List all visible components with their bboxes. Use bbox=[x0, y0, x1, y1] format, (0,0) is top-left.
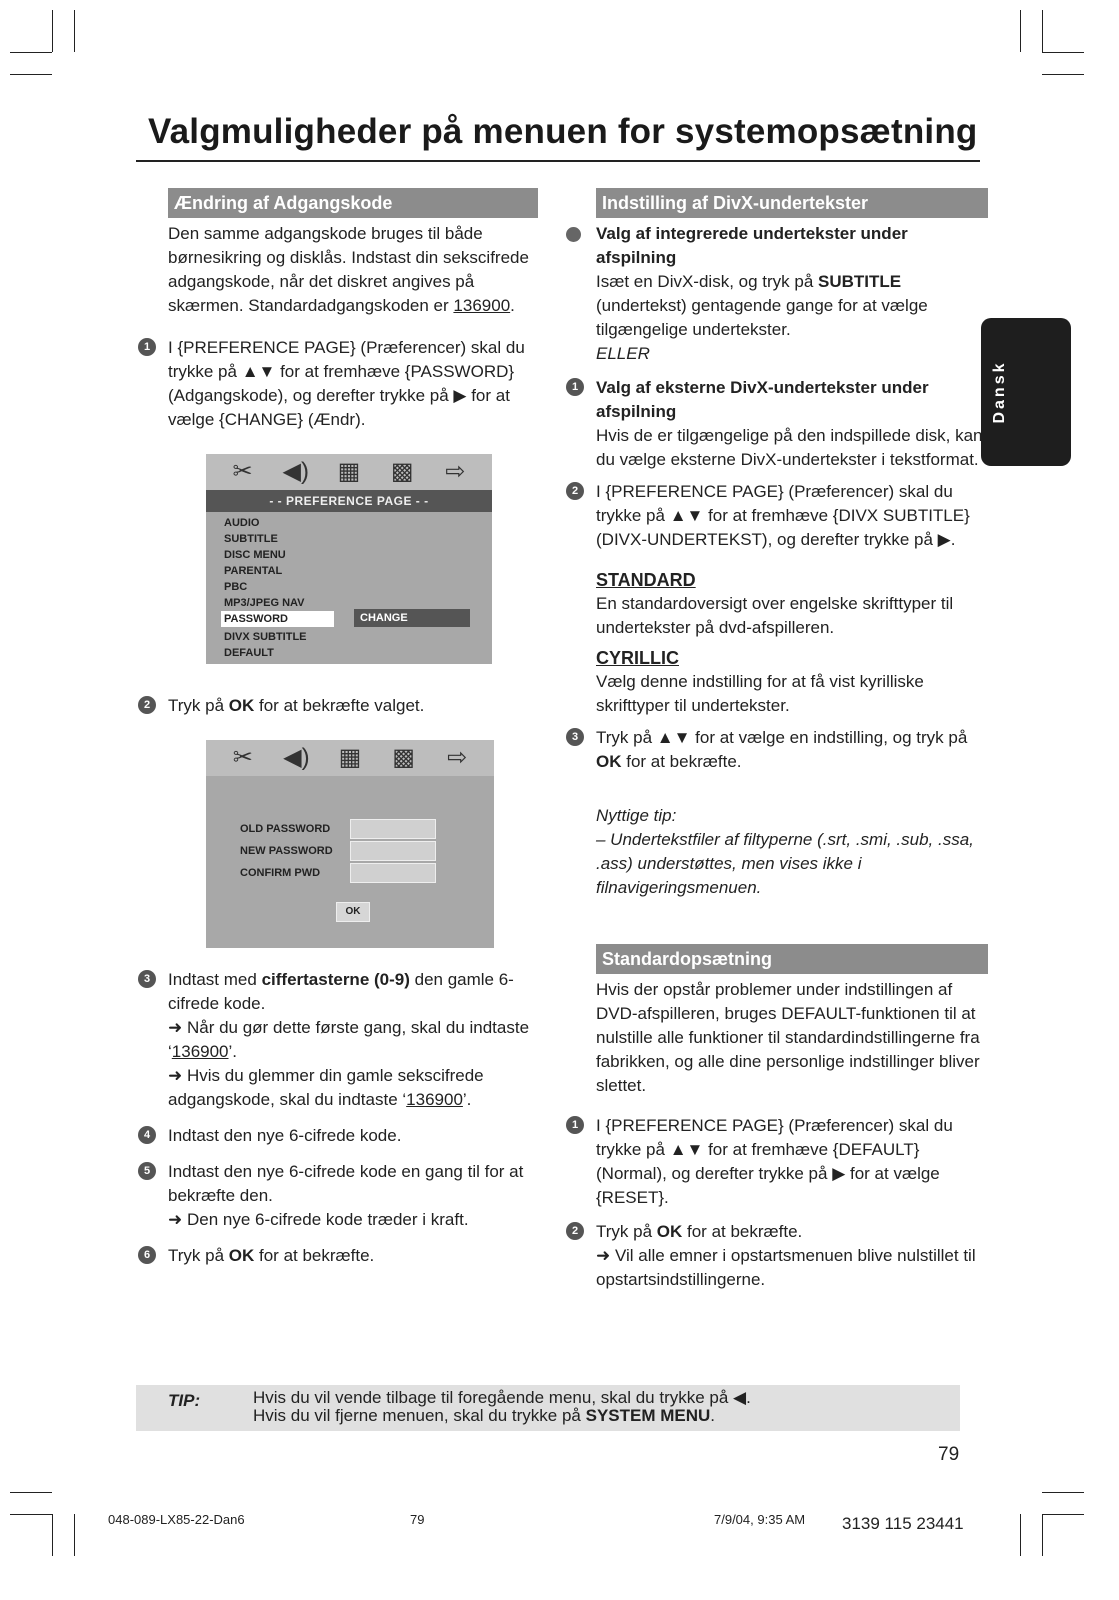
new-password-label: NEW PASSWORD bbox=[240, 845, 333, 857]
option-cyrillic-heading: CYRILLIC bbox=[596, 648, 679, 668]
password-step-5 bbox=[138, 1160, 538, 1232]
preference-menu-list bbox=[206, 512, 492, 661]
default-step-2 bbox=[571, 1220, 988, 1292]
default-code: 136900 bbox=[406, 1090, 463, 1109]
preference-page-screen bbox=[206, 454, 492, 664]
step-heading: Valg af eksterne DivX-undertekster under afspilning bbox=[596, 378, 929, 421]
screen-spacer bbox=[206, 776, 494, 818]
step-number: 3 bbox=[138, 970, 156, 988]
step-text: I {PREFERENCE PAGE} (Præferencer) skal du trykke på ▲▼ for at fremhæve {PASSWORD} (Adgangskode), og derefter trykke på bbox=[168, 338, 525, 405]
crop-mark bbox=[1020, 10, 1021, 52]
step-note: ’. bbox=[462, 1090, 472, 1109]
section-title-password: Ændring af Adgangskode bbox=[168, 188, 538, 218]
footer-part-number: 3139 115 23441 bbox=[842, 1514, 964, 1533]
password-step-3 bbox=[138, 968, 538, 1112]
confirm-password-field[interactable] bbox=[350, 863, 436, 883]
menu-item-parental[interactable]: PARENTAL bbox=[224, 565, 283, 577]
useful-tips bbox=[596, 804, 988, 900]
language-tab-label: Dansk bbox=[991, 360, 1008, 424]
crop-mark bbox=[1042, 52, 1084, 53]
screen-icon-bar bbox=[206, 740, 494, 776]
tools-icon: ✂ bbox=[232, 744, 253, 771]
bullet-icon bbox=[566, 227, 581, 242]
step-number: 1 bbox=[566, 1116, 584, 1134]
useful-tips-heading: Nyttige tip: bbox=[596, 806, 677, 825]
section-title-divx: Indstilling af DivX-undertekster bbox=[596, 188, 988, 218]
password-intro: Den samme adgangskode bruges til både børnesikring og disklås. Indstast din sekscifrede adgangskode, når det diskret angives på skærmen. Standardadgangskoden er 136900. bbox=[168, 224, 529, 315]
step-text: Tryk på ▲▼ for at vælge en indstilling, og tryk på bbox=[596, 728, 968, 747]
step-number: 2 bbox=[566, 482, 584, 500]
crop-mark bbox=[1042, 1514, 1084, 1515]
preference-page-band: - - PREFERENCE PAGE - - bbox=[206, 490, 492, 512]
password-step-2 bbox=[138, 694, 538, 718]
confirm-password-label: CONFIRM PWD bbox=[240, 867, 321, 879]
step-text: Tryk på bbox=[168, 696, 229, 715]
crop-mark bbox=[10, 1492, 52, 1493]
step-text: for at bekræfte valget. bbox=[254, 696, 425, 715]
bullet-text: (undertekst) gentagende gange for at vælge tilgængelige undertekster. bbox=[596, 296, 928, 339]
step-text: for at bekræfte. bbox=[254, 1246, 375, 1265]
speaker-icon: ◀) bbox=[282, 458, 309, 485]
step-text: den gamle 6-cifrede kode. bbox=[168, 970, 514, 1013]
tip-label: TIP: bbox=[168, 1391, 201, 1410]
divx-bullet bbox=[578, 222, 988, 366]
ok-key-label: OK bbox=[228, 1246, 255, 1265]
tip-line-2-text: Hvis du vil fjerne menuen, skal du trykke på bbox=[253, 1406, 586, 1425]
old-password-row bbox=[206, 818, 494, 840]
password-entry-screen bbox=[206, 740, 494, 948]
menu-item-subtitle[interactable]: SUBTITLE bbox=[224, 533, 278, 545]
crop-mark bbox=[1042, 10, 1043, 52]
crop-mark bbox=[74, 1514, 75, 1556]
change-option[interactable]: CHANGE bbox=[354, 609, 470, 627]
subtitle-key-label: SUBTITLE bbox=[818, 272, 902, 291]
exit-icon: ⇨ bbox=[447, 744, 468, 771]
left-column bbox=[138, 188, 538, 1268]
page-number: 79 bbox=[938, 1444, 960, 1465]
crop-mark bbox=[10, 1514, 52, 1515]
exit-icon: ⇨ bbox=[445, 458, 466, 485]
step-text: I {PREFERENCE PAGE} (Præferencer) skal du trykke på ▲▼ for at fremhæve {DEFAULT} (Normal), og derefter trykke på ▶ for at vælge {RESET}. bbox=[596, 1116, 953, 1207]
step-text: I {PREFERENCE PAGE} (Præferencer) skal du trykke på ▲▼ for at fremhæve {DIVX SUBTITLE} (DIVX-UNDERTEKST), og derefter trykke på ▶. bbox=[596, 482, 970, 549]
film-icon: ▦ bbox=[337, 458, 361, 485]
footer-code: 048-089-LX85-22-Dan6 bbox=[108, 1512, 245, 1527]
tip-bar bbox=[136, 1385, 960, 1431]
old-password-label: OLD PASSWORD bbox=[240, 823, 331, 835]
page-title: Valgmuligheder på menuen for systemopsætning bbox=[148, 112, 978, 151]
default-step-1 bbox=[571, 1114, 988, 1210]
film-icon: ▦ bbox=[338, 744, 362, 771]
password-intro-text: Den samme adgangskode bruges til både børnesikring og disklås. Indstast din sekscifrede adgangskode, når det diskret angives på skærmen. Standardadgangskoden er bbox=[168, 224, 529, 315]
tip-line-1: Hvis du vil vende tilbage til foregående menu, skal du trykke på ◀. bbox=[253, 1388, 751, 1407]
ok-button[interactable]: OK bbox=[336, 902, 370, 922]
divx-step-3 bbox=[571, 726, 988, 774]
crop-mark bbox=[52, 10, 53, 52]
option-cyrillic-text: Vælg denne indstilling for at få vist kyrilliske skrifttyper til undertekster. bbox=[596, 672, 924, 715]
step-note: ➜ Når du gør dette første gang, skal du indtaste ‘ bbox=[168, 1018, 530, 1061]
option-standard-heading: STANDARD bbox=[596, 570, 696, 590]
step-number: 4 bbox=[138, 1126, 156, 1144]
new-password-field[interactable] bbox=[350, 841, 436, 861]
crop-mark bbox=[1042, 1514, 1043, 1556]
crop-mark bbox=[1042, 74, 1084, 75]
crop-mark bbox=[10, 74, 52, 75]
crop-mark bbox=[1020, 1514, 1021, 1556]
ok-key-label: OK bbox=[656, 1222, 683, 1241]
tools-icon: ✂ bbox=[232, 458, 253, 485]
screen-icon-bar bbox=[206, 454, 492, 490]
default-code: 136900 bbox=[453, 296, 511, 315]
step-note: ➜ Hvis du glemmer din gamle sekscifrede adgangskode, skal du indtaste ‘ bbox=[168, 1066, 484, 1109]
tip-line-2 bbox=[253, 1407, 751, 1425]
step-text: Tryk på bbox=[596, 1222, 657, 1241]
step-number: 1 bbox=[138, 338, 156, 356]
step-text: Indtast med bbox=[168, 970, 262, 989]
system-menu-key-label: SYSTEM MENU bbox=[585, 1406, 711, 1425]
bullet-text: Isæt en DivX-disk, og tryk på bbox=[596, 272, 819, 291]
footer-page: 79 bbox=[410, 1512, 425, 1527]
step-text: Tryk på bbox=[168, 1246, 229, 1265]
footer-date: 7/9/04, 9:35 AM bbox=[714, 1512, 806, 1527]
new-password-row bbox=[206, 840, 494, 862]
menu-item-divx-subtitle[interactable]: DIVX SUBTITLE bbox=[224, 631, 307, 643]
crop-mark bbox=[74, 10, 75, 52]
confirm-password-row bbox=[206, 862, 494, 884]
menu-item-mp3-jpeg-nav[interactable]: MP3/JPEG NAV bbox=[224, 597, 305, 609]
preference-icon: ▩ bbox=[390, 458, 414, 485]
step-text: Hvis de er tilgængelige på den indspillede disk, kan du vælge eksterne DivX-undertekster i tekstformat. bbox=[596, 426, 983, 469]
digit-keys-label: ciffertasterne (0-9) bbox=[261, 970, 410, 989]
step-note: ➜ Den nye 6-cifrede kode træder i kraft. bbox=[168, 1210, 469, 1229]
menu-item-pbc[interactable]: PBC bbox=[224, 581, 248, 593]
step-number: 1 bbox=[566, 378, 584, 396]
crop-mark bbox=[10, 52, 52, 53]
step-note: ’. bbox=[228, 1042, 238, 1061]
menu-item-audio[interactable]: AUDIO bbox=[224, 517, 260, 529]
divx-step-1 bbox=[571, 376, 988, 472]
right-arrow-icon: ▶ bbox=[453, 386, 467, 405]
step-number: 2 bbox=[566, 1222, 584, 1240]
crop-mark bbox=[52, 1514, 53, 1556]
divx-step-2 bbox=[571, 480, 988, 552]
tip-line-2-end: . bbox=[710, 1406, 716, 1425]
bullet-heading: Valg af integrerede undertekster under afspilning bbox=[596, 224, 908, 267]
step-text: for at bekræfte. bbox=[621, 752, 742, 771]
section-title-default: Standardopsætning bbox=[596, 944, 988, 974]
default-code: 136900 bbox=[171, 1042, 229, 1061]
preference-icon: ▩ bbox=[392, 744, 415, 771]
step-number: 5 bbox=[138, 1162, 156, 1180]
step-text: for at bekræfte. bbox=[682, 1222, 803, 1241]
title-rule bbox=[136, 160, 980, 162]
right-column bbox=[571, 188, 988, 1292]
step-number: 6 bbox=[138, 1246, 156, 1264]
menu-item-disc-menu[interactable]: DISC MENU bbox=[224, 549, 286, 561]
default-intro: Hvis der opstår problemer under indstillingen af DVD-afspilleren, bruges DEFAULT-funktionen til at nulstille alle funktioner til standardindstillingerne fra fabrikken, og alle dine personlige indstillinger bliver slettet. bbox=[596, 980, 980, 1095]
ok-key-label: OK bbox=[596, 752, 622, 771]
or-label: ELLER bbox=[596, 344, 650, 363]
menu-item-password-label: PASSWORD bbox=[221, 611, 334, 627]
tip-text bbox=[253, 1389, 751, 1425]
step-text: Indtast den nye 6-cifrede kode en gang til for at bekræfte den. bbox=[168, 1162, 524, 1205]
step-number: 3 bbox=[566, 728, 584, 746]
step-text: for at vælge {CHANGE} (Ændr). bbox=[168, 386, 510, 429]
ok-key-label: OK bbox=[228, 696, 255, 715]
password-step-1 bbox=[138, 336, 538, 432]
password-step-6 bbox=[138, 1244, 538, 1268]
step-note: ➜ Vil alle emner i opstartsmenuen blive nulstillet til opstartsindstillingerne. bbox=[596, 1246, 976, 1289]
crop-mark bbox=[1042, 1492, 1084, 1493]
useful-tips-text: – Undertekstfiler af filtyperne (.srt, .smi, .sub, .ssa, .ass) understøttes, men vises ikke i filnavigeringsmenuen. bbox=[596, 830, 974, 897]
menu-item-default[interactable]: DEFAULT bbox=[224, 647, 274, 659]
step-number: 2 bbox=[138, 696, 156, 714]
speaker-icon: ◀) bbox=[283, 744, 310, 771]
step-text: Indtast den nye 6-cifrede kode. bbox=[168, 1126, 402, 1145]
password-step-4 bbox=[138, 1124, 538, 1148]
option-standard-text: En standardoversigt over engelske skrifttyper til undertekster på dvd-afspilleren. bbox=[596, 594, 954, 637]
old-password-field[interactable] bbox=[350, 819, 436, 839]
